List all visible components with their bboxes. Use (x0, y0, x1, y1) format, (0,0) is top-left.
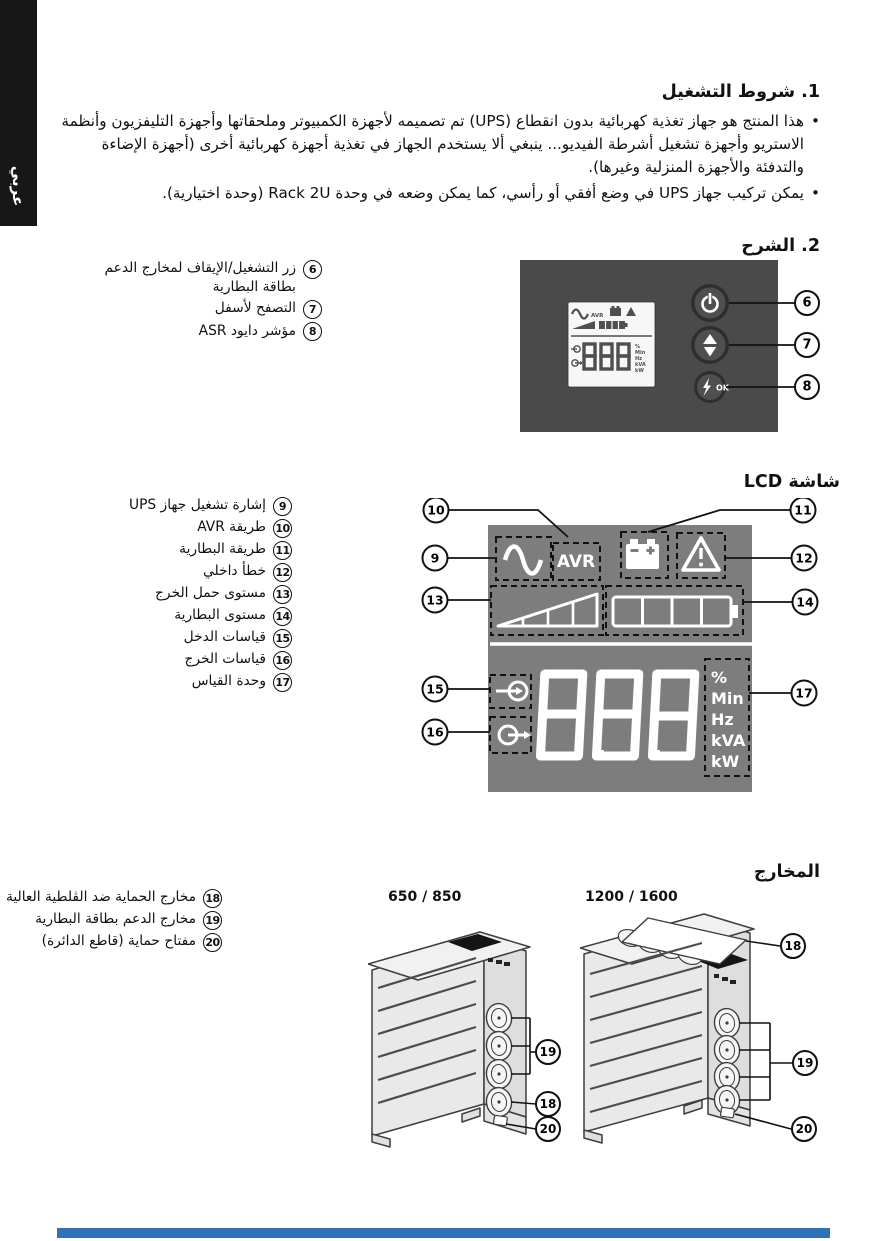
legend-text: قياسات الخرج (184, 651, 266, 667)
svg-text:7: 7 (802, 337, 812, 353)
svg-text:18: 18 (784, 939, 802, 953)
legend-text: مؤشر دايود ASR (198, 322, 296, 339)
callout-number: 14 (273, 607, 292, 626)
foot (584, 1130, 602, 1143)
svg-text:%: % (635, 344, 641, 350)
callout-number: 16 (273, 651, 292, 670)
callout-number: 17 (273, 673, 292, 692)
foot (372, 1134, 390, 1147)
legend-text: مستوى البطارية (174, 607, 266, 623)
svg-text:11: 11 (794, 502, 812, 518)
svg-text:kW: kW (711, 752, 740, 771)
callout-number: 6 (303, 260, 322, 279)
legend-item (57, 259, 322, 296)
avr-label: AVR (591, 313, 604, 319)
language-tab-label: عربي (9, 165, 27, 207)
svg-text:19: 19 (796, 1056, 814, 1070)
legend-item (57, 299, 322, 319)
svg-text:Min: Min (711, 689, 744, 708)
callout-number: 10 (273, 519, 292, 538)
legend-text: مخارج الدعم بطاقة البطارية (35, 911, 196, 927)
callout-number: 9 (273, 497, 292, 516)
outputs-legend (0, 888, 222, 954)
mini-lcd (568, 302, 655, 387)
svg-text:20: 20 (795, 1122, 813, 1136)
callout-number: 19 (203, 911, 222, 930)
ok-label: OK (716, 383, 729, 393)
svg-text:17: 17 (795, 685, 813, 701)
svg-text:kW: kW (635, 368, 644, 374)
legend-text: طريقة AVR (197, 519, 266, 535)
svg-text:Min: Min (635, 350, 646, 356)
control-panel-figure (515, 257, 830, 435)
svg-text:12: 12 (795, 550, 813, 566)
section2-title: 2. الشرح (741, 236, 820, 256)
svg-text:9: 9 (430, 550, 440, 566)
lcd-diagram (420, 498, 830, 798)
legend-text: طريقة البطارية (179, 541, 266, 557)
svg-text:18: 18 (539, 1097, 557, 1111)
model-label-1200-1600: 1200 / 1600 (585, 889, 678, 905)
scroll-down-button (691, 326, 729, 364)
battery-bar-icon (599, 321, 628, 329)
svg-text:Hz: Hz (635, 356, 643, 362)
ups-drawing-1200-1600 (580, 898, 832, 1150)
svg-text:10: 10 (427, 502, 445, 518)
svg-text:%: % (711, 668, 728, 687)
decimal-point (652, 750, 660, 758)
legend-text: مفتاح حماية (قاطع الدائرة) (41, 933, 196, 949)
callout-number: 13 (273, 585, 292, 604)
power-button (691, 284, 729, 322)
lcd-section-title: شاشة LCD (743, 472, 840, 492)
callout-number: 20 (203, 933, 222, 952)
decimal-point (596, 750, 604, 758)
circuit-breaker (493, 1115, 507, 1126)
language-tab (0, 0, 37, 226)
footer-accent-bar (57, 1228, 830, 1238)
section1-title: 1. شروط التشغيل (661, 82, 820, 102)
ups-drawing-650-850 (368, 918, 580, 1153)
callout-number: 7 (303, 300, 322, 319)
svg-text:Hz: Hz (711, 710, 734, 729)
svg-text:16: 16 (426, 724, 444, 740)
callout-number: 15 (273, 629, 292, 648)
callout-circles (536, 1040, 560, 1141)
controls-legend (57, 259, 322, 344)
callout-number: 8 (303, 322, 322, 341)
callout-number: 11 (273, 541, 292, 560)
callout-circles (795, 291, 819, 399)
svg-text:6: 6 (802, 295, 812, 311)
legend-text: التصفح لأسفل (214, 300, 296, 316)
bullet-item: • هذا المنتج هو جهاز تغذية كهربائية بدون انقطاع (UPS) تم تصميمه لأجهزة الكمبيوتر وملحقاتها وأجهزة التليفزيون وأنظمة الاستريو وأجهزة تشغيل أشرطة الفيديو... ينبغي ألا يستخدم الجهاز في تغذية أجهزة كهربائية أخرى (أجهزة الإضاءة والتدفئة والأجهزة المنزلية وغيرها). (58, 110, 820, 179)
svg-text:8: 8 (802, 379, 812, 395)
legend-text: وحدة القياس (191, 673, 266, 689)
avr-label: AVR (556, 552, 596, 572)
svg-text:20: 20 (539, 1122, 557, 1136)
legend-text: زر التشغيل/الإيقاف لمخارج الدعم بطاقة البطارية (104, 260, 296, 295)
bullet-item: • يمكن تركيب جهاز UPS في وضع أفقي أو رأسي، كما يمكن وضعه في وحدة Rack 2U (وحدة اختيارية). (58, 182, 820, 205)
legend-text: مستوى حمل الخرج (155, 585, 266, 601)
callout-number: 12 (273, 563, 292, 582)
svg-text:19: 19 (539, 1045, 557, 1059)
callout-circles (781, 934, 817, 1141)
legend-text: إشارة تشغيل جهاز UPS (128, 497, 266, 513)
legend-text: قياسات الدخل (183, 629, 266, 645)
legend-text: مخارج الحماية ضد الڤلطية العالية (5, 889, 196, 905)
circuit-breaker (720, 1107, 734, 1118)
section1-body (58, 110, 820, 208)
outputs-section-title: المخارج (753, 862, 820, 882)
legend-text: خطأ داخلي (202, 563, 266, 579)
svg-text:kVA: kVA (635, 362, 646, 368)
legend-item (57, 322, 322, 342)
svg-text:14: 14 (796, 594, 814, 610)
svg-text:15: 15 (426, 681, 444, 697)
lcd-legend (0, 496, 292, 694)
callout-number: 18 (203, 889, 222, 908)
svg-text:13: 13 (426, 592, 444, 608)
svg-text:kVA: kVA (711, 731, 746, 750)
model-label-650-850: 650 / 850 (388, 889, 462, 905)
